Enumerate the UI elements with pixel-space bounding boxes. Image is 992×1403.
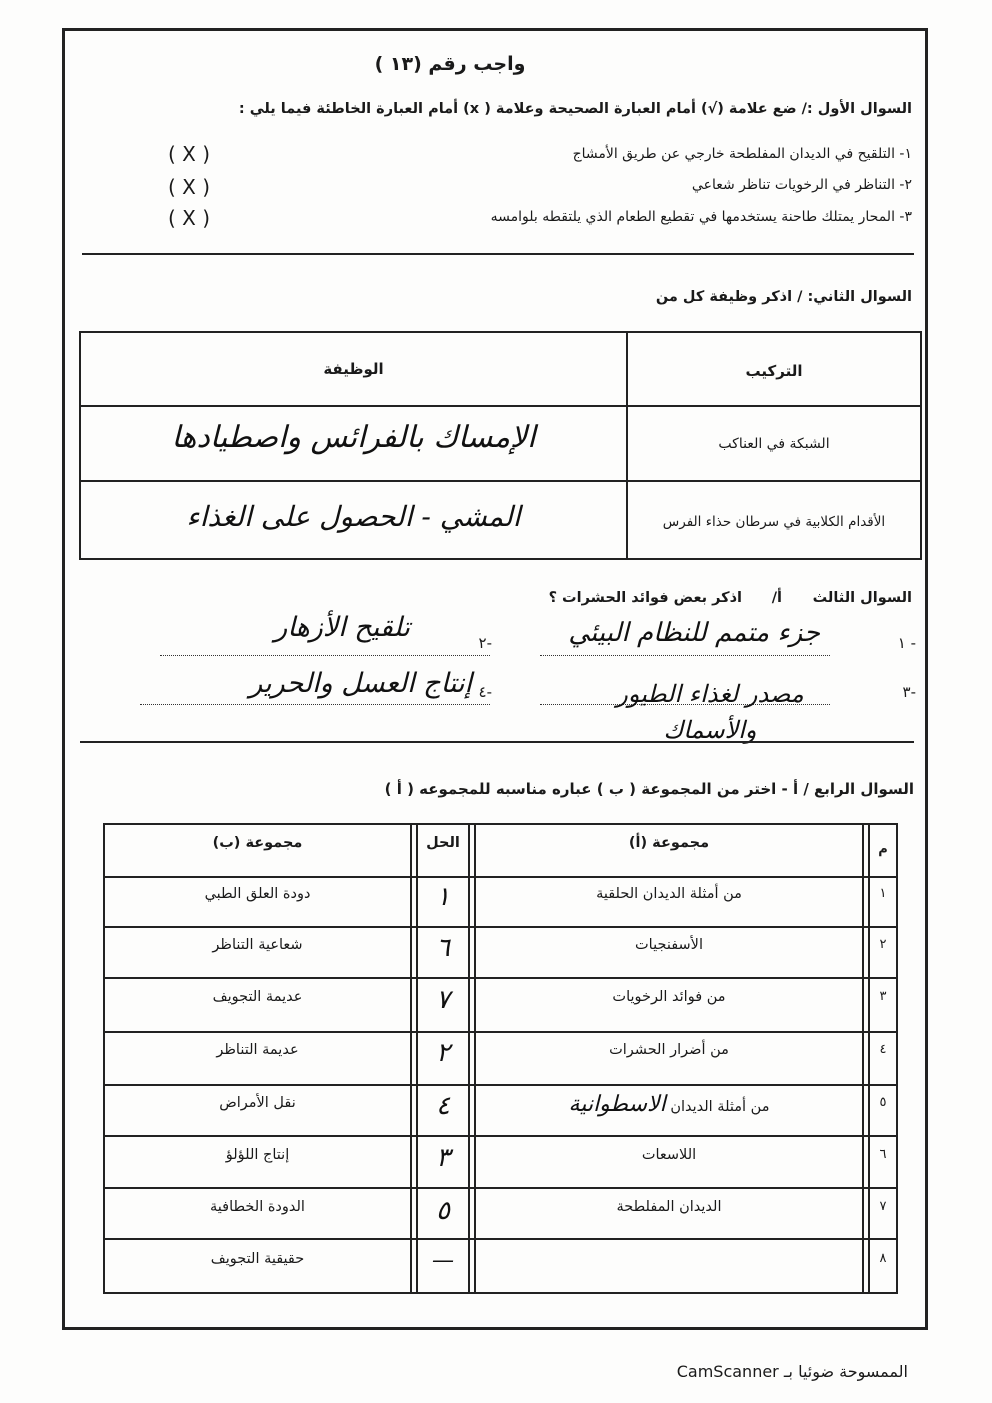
q1-answer-1[interactable]: ( X ) [168, 142, 211, 166]
q4-row-sol[interactable]: ٣ [436, 1143, 450, 1173]
q4-row-a: الأسفنجيات [635, 937, 703, 953]
q4-row-a-printed: من أمثلة الديدان [670, 1099, 770, 1115]
q4-row-sol[interactable]: — [432, 1248, 454, 1273]
q4-row-num: ٣ [879, 989, 887, 1004]
q4-row-b: شعاعية التناظر [212, 937, 303, 953]
q4-row-sol[interactable]: ٧ [436, 985, 450, 1015]
q4-row-b: حقيقية التجويف [210, 1251, 305, 1267]
q3-answer-4[interactable]: إنتاج العسل والحرير [249, 668, 472, 699]
q2-structure-2: الأقدام الكلابية في سرطان حذاء الفرس [662, 514, 886, 530]
q4-row-a: اللاسعات [641, 1147, 697, 1163]
q4-row-num: ٥ [879, 1095, 887, 1110]
q4-col-b: مجموعة (ب) [212, 835, 303, 851]
q1-item-2: ٢- التناظر في الرخويات تناظر شعاعي [691, 177, 912, 193]
q4-row-a-handwritten[interactable]: الاسطوانية [568, 1092, 666, 1117]
q3-heading-text: اذكر بعض فوائد الحشرات ؟ [548, 590, 742, 606]
q4-row-a [476, 1092, 862, 1117]
q3-answer-1[interactable]: جزء متمم للنظام البيئي [568, 618, 820, 648]
q4-row-a: من أمثلة الديدان الحلقية [596, 886, 742, 902]
q4-row-a: الديدان المفلطحة [616, 1199, 722, 1215]
q4-heading: السوال الرابع / أ - اختر من المجموعة ( ب ) عباره مناسبه للمجموعه ( أ ) [384, 780, 914, 798]
q3-num-2: ٢- [478, 634, 492, 652]
q2-col-function: الوظيفة [323, 360, 384, 378]
q4-row-a: من فوائد الرخويات [612, 989, 726, 1005]
q3-line-1 [540, 655, 830, 656]
q4-row-num: ٦ [879, 1147, 887, 1162]
page-title: واجب رقم (١٣ ) [374, 53, 526, 75]
q4-row-num: ١ [879, 886, 887, 901]
q2-function-2[interactable]: المشي - الحصول على الغذاء [186, 500, 521, 533]
q2-heading: السوال الثاني: / اذكر وظيفة كل من [655, 289, 912, 305]
q3-line-4 [140, 704, 490, 705]
q1-item-3: ٣- المحار يمتلك طاحنة يستخدمها في تقطيع الطعام الذي يلتقطه بلوامسه [490, 209, 912, 225]
q4-col-num: م [878, 842, 888, 857]
q4-col-a: مجموعة (أ) [628, 835, 710, 851]
scanner-footer: الممسوحة ضوئيا بـ CamScanner [676, 1362, 908, 1381]
q4-row-sol[interactable]: ١ [436, 882, 450, 912]
q1-heading: السوال الأول :/ ضع علامة (√) أمام العبارة الصحيحة وعلامة ( x) أمام العبارة الخاطئة فيما يلي : [238, 101, 912, 117]
q4-row-b: دودة العلق الطبي [204, 886, 311, 902]
q3-heading-letter: أ/ [771, 590, 782, 606]
q3-answer-2[interactable]: تلقيح الأزهار [274, 612, 410, 643]
q3-heading-label: السوال الثالث [812, 590, 912, 606]
q4-row-b: عديمة التناظر [216, 1042, 299, 1058]
divider-1 [82, 253, 914, 255]
q4-row-num: ٢ [879, 937, 887, 952]
q4-row-sol[interactable]: ٥ [436, 1196, 450, 1226]
q3-num-4: ٤- [478, 683, 492, 701]
q4-row-sol[interactable]: ٦ [436, 933, 450, 963]
q4-row-b: عديمة التجويف [212, 989, 303, 1005]
q3-answer-3[interactable]: مصدر لغذاء الطيور والأسماك [616, 680, 804, 744]
q2-function-1[interactable]: الإمساك بالفرائس واصطيادها [171, 420, 536, 455]
q2-col-structure: التركيب [745, 362, 803, 380]
divider-2 [80, 741, 914, 743]
q1-item-1: ١- التلقيح في الديدان المفلطحة خارجي عن طريق الأمشاج [572, 146, 912, 162]
q4-row-num: ٨ [879, 1251, 887, 1266]
q3-line-2 [160, 655, 490, 656]
q4-row-a: من أضرار الحشرات [609, 1042, 729, 1058]
q4-row-num: ٤ [879, 1042, 887, 1057]
q1-answer-2[interactable]: ( X ) [168, 175, 211, 199]
q4-col-sol: الحل [426, 835, 460, 851]
q4-row-b: الدودة الخطافية [210, 1199, 305, 1215]
q4-row-sol[interactable]: ٢ [436, 1038, 450, 1068]
q4-row-num: ٧ [879, 1199, 887, 1214]
q4-row-sol[interactable]: ٤ [436, 1091, 450, 1121]
q4-row-b: نقل الأمراض [219, 1095, 296, 1111]
q3-num-3: ٣- [902, 683, 916, 701]
q2-structure-1: الشبكة في العناكب [718, 436, 830, 452]
q3-num-1: ١ - [897, 634, 916, 652]
q1-answer-3[interactable]: ( X ) [168, 206, 211, 230]
q4-row-b: إنتاج اللؤلؤ [225, 1147, 290, 1163]
